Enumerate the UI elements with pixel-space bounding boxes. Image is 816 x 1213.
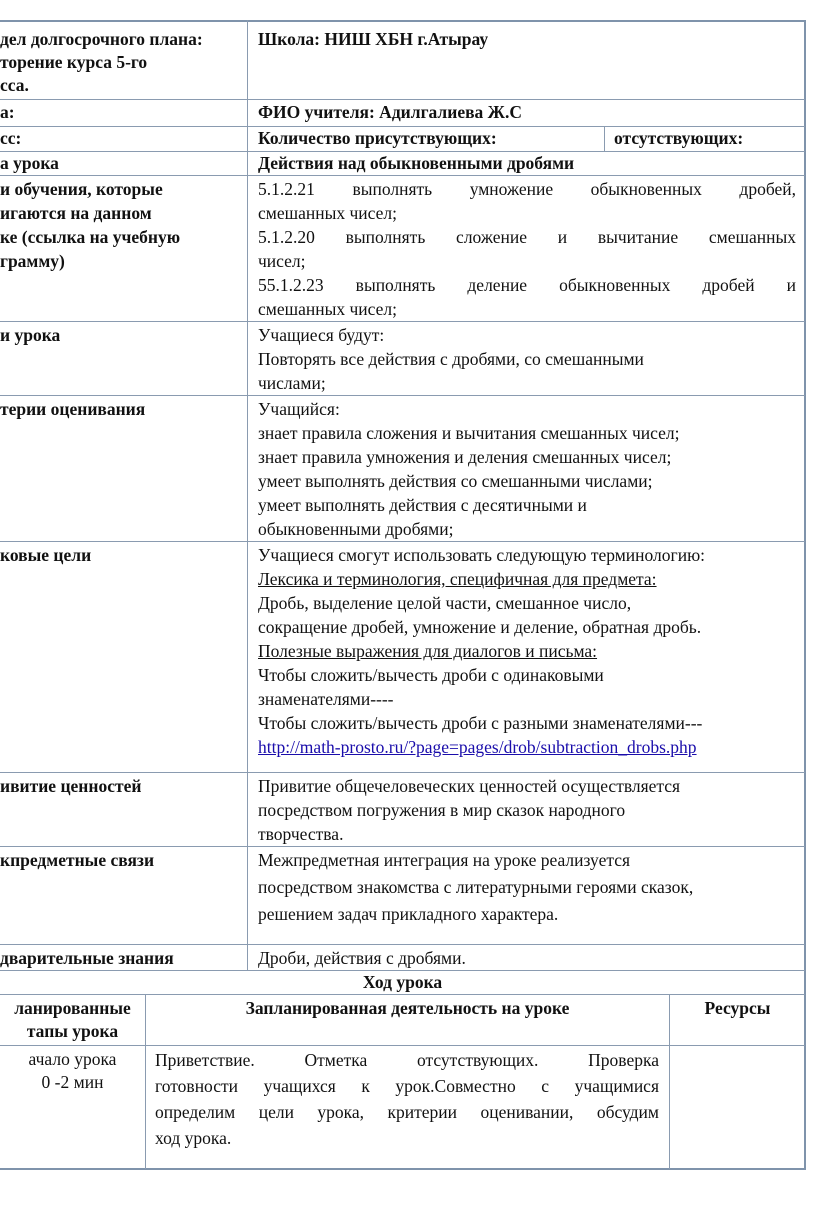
objective-item-line: смешанных чисел; <box>258 203 397 223</box>
column-divider <box>604 126 605 151</box>
lesson-goals-line: Повторять все действия с дробями, со смешанными <box>258 349 644 369</box>
objective-item-line: 55.1.2.23 выполнять деление обыкновенных дробей и <box>258 275 796 295</box>
stage-line: ачало урока <box>28 1049 117 1069</box>
criteria-label: терии оценивания <box>0 399 146 419</box>
cross-curricular-label: кпредметные связи <box>0 850 155 870</box>
objectives-label-line: грамму) <box>0 251 65 271</box>
plan-col-activity: Запланированная деятельность на уроке <box>245 998 570 1018</box>
criteria-line: знает правила сложения и вычитания смешанных чисел; <box>258 423 680 443</box>
prior-knowledge-label: дварительные знания <box>0 948 174 968</box>
objective-item-line: 5.1.2.21 выполнять умножение обыкновенных дробей, <box>258 179 796 199</box>
plan-col-resources: Ресурсы <box>704 998 771 1018</box>
teacher-value: ФИО учителя: Адилгалиева Ж.С <box>258 102 522 122</box>
language-intro: Учащиеся смогут использовать следующую терминологию: <box>258 545 706 565</box>
objectives-label-line: игаются на данном <box>0 203 152 223</box>
activity-line: ход урока. <box>155 1128 232 1148</box>
values-line: Привитие общечеловеческих ценностей осуществляется <box>258 776 681 796</box>
school-value: Школа: НИШ ХБН г.Атырау <box>258 29 489 49</box>
vocab-line: сокращение дробей, умножение и деление, обратная дробь. <box>258 617 702 637</box>
row-divider <box>0 1045 805 1046</box>
criteria-line: знает правила умножения и деления смешанных чисел; <box>258 447 672 467</box>
unit-label-line: торение курса 5-го <box>0 52 148 72</box>
objectives-label-line: ке (ссылка на учебную <box>0 227 181 247</box>
column-divider <box>247 20 248 970</box>
row-divider <box>0 846 805 847</box>
row-divider <box>0 772 805 773</box>
lesson-goals-label: и урока <box>0 325 61 345</box>
criteria-line: Учащийся: <box>258 399 340 419</box>
activity-line: готовности учащихся к урок.Совместно с учащимися <box>155 1076 659 1096</box>
row-divider <box>0 99 805 100</box>
objective-item-line: смешанных чисел; <box>258 299 397 319</box>
values-label: ивитие ценностей <box>0 776 142 796</box>
phrase-line: Чтобы сложить/вычесть дроби с одинаковыми <box>258 665 604 685</box>
criteria-line: умеет выполнять действия с десятичными и <box>258 495 587 515</box>
table-border-top <box>0 20 806 22</box>
unit-label-line: сса. <box>0 75 29 95</box>
topic-value: Действия над обыкновенными дробями <box>258 153 575 173</box>
date-label: а: <box>0 102 15 122</box>
plan-col-stages-line: тапы урока <box>26 1021 119 1041</box>
values-line: посредством погружения в мир сказок народного <box>258 800 626 820</box>
present-count-label: Количество присутствующих: <box>258 128 497 148</box>
topic-label: а урока <box>0 153 59 173</box>
row-divider <box>0 944 805 945</box>
cross-curricular-line: Межпредметная интеграция на уроке реализуется <box>258 850 631 870</box>
phrase-line: Чтобы сложить/вычесть дроби с разными знаменателями--- <box>258 713 703 733</box>
lesson-goals-line: числами; <box>258 373 326 393</box>
row-divider <box>0 321 805 322</box>
cross-curricular-line: решением задач прикладного характера. <box>258 904 559 924</box>
prior-knowledge-value: Дроби, действия с дробями. <box>258 948 466 968</box>
row-divider <box>0 395 805 396</box>
values-line: творчества. <box>258 824 344 844</box>
vocab-heading: Лексика и терминология, специфичная для предмета: <box>258 569 657 589</box>
table-border-bottom <box>0 1168 806 1170</box>
phrases-heading: Полезные выражения для диалогов и письма: <box>258 641 598 661</box>
lesson-goals-line: Учащиеся будут: <box>258 325 385 345</box>
absent-count-label: отсутствующих: <box>614 128 744 148</box>
objectives-label-line: и обучения, которые <box>0 179 163 199</box>
phrase-line: знаменателями---- <box>258 689 394 709</box>
objective-item-line: 5.1.2.20 выполнять сложение и вычитание смешанных <box>258 227 796 247</box>
activity-line: Приветствие. Отметка отсутствующих. Проверка <box>155 1050 659 1070</box>
class-label: сс: <box>0 128 22 148</box>
objective-item-line: чисел; <box>258 251 306 271</box>
plan-col-stages-line: ланированные <box>14 998 131 1018</box>
criteria-line: обыкновенными дробями; <box>258 519 454 539</box>
unit-label-line: дел долгосрочного плана: <box>0 29 203 49</box>
criteria-line: умеет выполнять действия со смешанными числами; <box>258 471 653 491</box>
language-goals-label: ковые цели <box>0 545 92 565</box>
resource-link[interactable]: http://math-prosto.ru/?page=pages/drob/subtraction_drobs.php <box>258 737 697 757</box>
vocab-line: Дробь, выделение целой части, смешанное число, <box>258 593 632 613</box>
stage-line: 0 -2 мин <box>41 1072 104 1092</box>
activity-line: определим цели урока, критерии оценивании, обсудим <box>155 1102 659 1122</box>
plan-title: Ход урока <box>362 972 443 992</box>
cross-curricular-line: посредством знакомства с литературными героями сказок, <box>258 877 694 897</box>
